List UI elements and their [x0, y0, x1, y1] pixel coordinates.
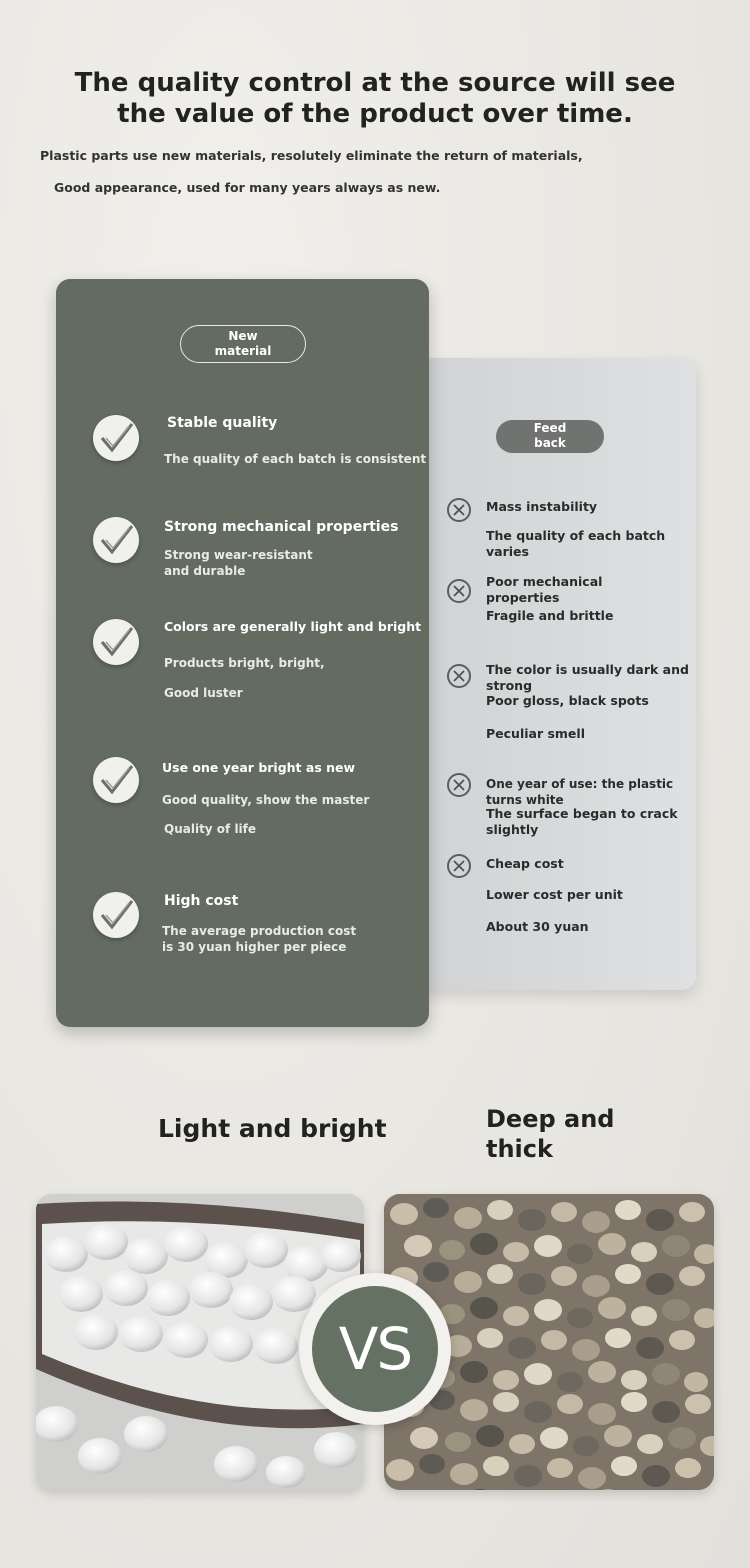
feedback-item-1-line-2: The quality of each batch varies: [486, 528, 666, 559]
cross-icon: [447, 498, 471, 522]
new-item-5-line-1: The average production cost: [162, 924, 357, 938]
deep-thick-caption-line-2: thick: [486, 1135, 553, 1163]
checkmark-icon: [93, 415, 139, 461]
new-material-badge: [180, 325, 306, 363]
cross-icon: [447, 854, 471, 878]
feedback-badge: [496, 420, 604, 453]
feedback-item-2-line-1: Poor mechanical: [486, 574, 603, 589]
feedback-badge-line-1: Feed: [533, 421, 567, 435]
new-item-3-title: Colors are generally light and bright: [164, 619, 422, 634]
vs-badge: [299, 1273, 451, 1425]
new-item-5-title: High cost: [164, 893, 239, 909]
new-item-4-title: Use one year bright as new: [162, 760, 356, 775]
headline-line-1: The quality control at the source will see: [74, 68, 676, 98]
new-item-2-line-1: Strong wear-resistant: [164, 548, 313, 562]
checkmark-icon: [93, 619, 139, 665]
light-bright-caption: Light and bright: [158, 1114, 387, 1143]
feedback-item-5-line-2: Lower cost per unit: [486, 887, 623, 902]
new-material-badge-line-1: New: [228, 329, 258, 343]
new-item-2-line-2: and durable: [164, 564, 246, 578]
page-headline: [0, 68, 750, 130]
new-material-badge-line-2: material: [214, 344, 272, 358]
vs-label: VS: [312, 1286, 438, 1412]
feedback-item-1-line-1: Mass instability: [486, 499, 598, 514]
feedback-item-3-line-2: Poor gloss, black spots: [486, 693, 649, 708]
feedback-item-2-line-2: properties: [486, 590, 560, 605]
feedback-panel: [400, 358, 696, 990]
feedback-item-4-line-2: The surface began to crack slightly: [486, 806, 678, 837]
new-item-4-line-1: Good quality, show the master: [162, 793, 370, 807]
feedback-item-3-line-3: Peculiar smell: [486, 726, 585, 741]
feedback-item-3-line-1: The color is usually dark and strong: [486, 662, 689, 693]
cross-icon: [447, 664, 471, 688]
new-item-3-line-2: Good luster: [164, 686, 243, 700]
checkmark-icon: [93, 517, 139, 563]
feedback-item-2-line-3: Fragile and brittle: [486, 608, 614, 623]
feedback-badge-line-2: back: [534, 436, 566, 450]
cross-icon: [447, 579, 471, 603]
subtitle-line-1: Plastic parts use new materials, resolutely eliminate the return of materials,: [40, 148, 583, 163]
new-item-2-title: Strong mechanical properties: [164, 519, 399, 535]
deep-thick-caption: [486, 1104, 614, 1164]
cross-icon: [447, 773, 471, 797]
feedback-item-5-line-3: About 30 yuan: [486, 919, 589, 934]
deep-thick-caption-line-1: Deep and: [486, 1105, 615, 1133]
feedback-item-4-line-1: One year of use: the plastic turns white: [486, 777, 674, 807]
feedback-item-5-line-1: Cheap cost: [486, 856, 564, 871]
headline-line-2: the value of the product over time.: [117, 99, 633, 129]
checkmark-icon: [93, 757, 139, 803]
new-item-3-line-1: Products bright, bright,: [164, 656, 325, 670]
subtitle-line-2: Good appearance, used for many years always as new.: [54, 180, 441, 195]
checkmark-icon: [93, 892, 139, 938]
new-item-5-line-2: is 30 yuan higher per piece: [162, 940, 347, 954]
new-item-1-line-1: The quality of each batch is consistent: [164, 452, 427, 466]
new-item-4-line-2: Quality of life: [164, 822, 257, 836]
new-material-panel: [56, 279, 429, 1027]
new-item-1-title: Stable quality: [167, 415, 278, 431]
